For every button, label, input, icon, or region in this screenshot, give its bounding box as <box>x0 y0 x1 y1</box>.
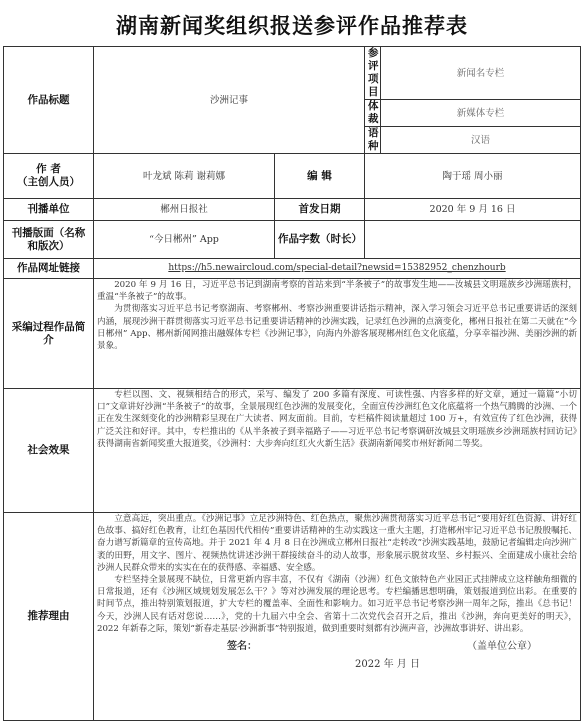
reason-text <box>94 513 581 721</box>
layout-value: “今日郴州” App <box>94 221 275 259</box>
author-label: 作 者 （主创人员） <box>4 154 94 199</box>
language-label: 语种 <box>365 127 381 154</box>
url-link[interactable]: https://h5.newaircloud.com/special-detail?newsid=15382952_chenzhourb <box>94 259 581 279</box>
genre-label: 体裁 <box>365 100 381 127</box>
author-value: 叶龙斌 陈莉 谢莉娜 <box>94 154 275 199</box>
genre-value: 新媒体专栏 <box>381 100 581 127</box>
effect-paragraph: 专栏以图、文、视频相结合的形式，采写、编发了 200 多篇有深度、可读性强、内容多样的好文章，通过一篇篇“小切口”文章讲好沙洲“半条被子”的故事，全景展现红色沙洲的发展变化，全面宣传沙洲红色文化底蕴将一个热气腾腾的沙洲、一个正在发生深刻变化的沙洲精彩呈现在广大读者、网友面前。目前，专栏稿件阅读量超过 100 万+，有效宣传了红色沙洲，获得广泛关注和好评。其中，专栏推出的《从半条被子到幸福路子——习近平总书记考察调研汝城县文明瑶族乡沙洲瑶族村回访记》获得湖南省新闻奖重大报道奖，《沙洲村：大步奔向红红火火新生活》获湖南新闻奖市州好新闻二等奖。 <box>97 390 578 449</box>
signature-line <box>97 635 577 657</box>
word-count-value <box>365 221 581 259</box>
layout-label: 刊播版面（名称和版次） <box>4 221 94 259</box>
editor-value: 陶于瑶 周小丽 <box>365 154 581 199</box>
reason-paragraph: 专栏坚持全景展现不缺位，日常更新内容丰富，不仅有《湖南（沙洲）红色文旅特色产业园正式挂牌成立这样触角细微的日常报道，还有《沙洲区域规划发展怎么干？》等对沙洲发展的理论思考。专栏编播思想明确，策划报道到位出彩。在重要的时间节点，推出特别策划报道，扩大专栏的覆盖率、全面性和影响力。如习近平总书记考察沙洲一周年之际，推出《总书记！今天，沙洲人民有话对您说……》，党的十九届六中全会、省第十二次党代会召开之后，推出《沙洲，奔向更美好的明天》，2022 年新春之际，策划“新春走基层·沙洲新事”特别报道，做到重要时刻都有沙洲声音，沙洲故事讲好、讲出彩。 <box>97 575 578 634</box>
first-date-label: 首发日期 <box>275 199 365 221</box>
date-line <box>97 657 577 673</box>
sign-label: 签名： <box>227 641 257 653</box>
language-value: 汉语 <box>381 127 581 154</box>
entry-item-value: 新闻名专栏 <box>381 47 581 100</box>
url-label: 作品网址链接 <box>4 259 94 279</box>
process-paragraph: 为贯彻落实习近平总书记考察湖南、考察郴州、考察沙洲重要讲话指示精神，深入学习领会习近平总书记重要讲话的深刻内涵，展现沙洲干群贯彻落实习近平总书记重要讲话精神的沙洲实践，记录红色沙洲的点滴变化，郴州日报社在第二天就在“今日郴州” App、郴州新闻网推出融媒体专栏《沙洲记事》，向海内外游客展现郴州红色文化底蕴，分享幸福沙洲、美丽沙洲的新景象。 <box>97 304 578 352</box>
effect-label: 社会效果 <box>4 389 94 513</box>
editor-label: 编 辑 <box>275 154 365 199</box>
process-text <box>94 279 581 389</box>
process-paragraph: 2020 年 9 月 16 日，习近平总书记到湖南考察的首站来到“半条被子”的故事发生地——汝城县文明瑶族乡沙洲瑶族村，重温“半条被子”的故事。 <box>97 280 578 303</box>
form-title: 湖南新闻奖组织报送参评作品推荐表 <box>116 14 468 38</box>
word-count-label: 作品字数（时长） <box>275 221 365 259</box>
first-date-value: 2020 年 9 月 16 日 <box>365 199 581 221</box>
process-label: 采编过程作品简介 <box>4 279 94 389</box>
publish-unit-label: 刊播单位 <box>4 199 94 221</box>
sign-date: 2022 年 月 日 <box>355 659 420 671</box>
work-title-value: 沙洲记事 <box>94 47 365 154</box>
reason-label: 推荐理由 <box>4 513 94 721</box>
seal-label: （盖单位公章） <box>467 641 537 653</box>
reason-paragraph: 立意高远，突出重点。《沙洲记事》立足沙洲特色、红色热点，聚焦沙洲贯彻落实习近平总书记“要用好红色资源、讲好红色故事、搞好红色教育，让红色基因代代相传”重要讲话精神的生动实践这一重大主题，打造郴州牢记习近平总书记殷殷嘱托、奋力谱写新篇章的宣传高地。并于 2021 年 4 月 8 日在沙洲成立郴州日报社“走转改”沙洲实践基地，鼓励记者编辑走向沙洲广袤的田野，用文字、图片、视频热忱讲述沙洲干群接续奋斗的动人故事，形象展示脱贫攻坚、乡村振兴、全面建成小康社会给沙洲人民群众带来的实实在在的获得感、幸福感、安全感。 <box>97 514 578 573</box>
work-title-label: 作品标题 <box>4 47 94 154</box>
effect-text <box>94 389 581 513</box>
entry-item-label: 参评项目 <box>365 47 381 100</box>
recommendation-form <box>3 46 581 721</box>
publish-unit-value: 郴州日报社 <box>94 199 275 221</box>
